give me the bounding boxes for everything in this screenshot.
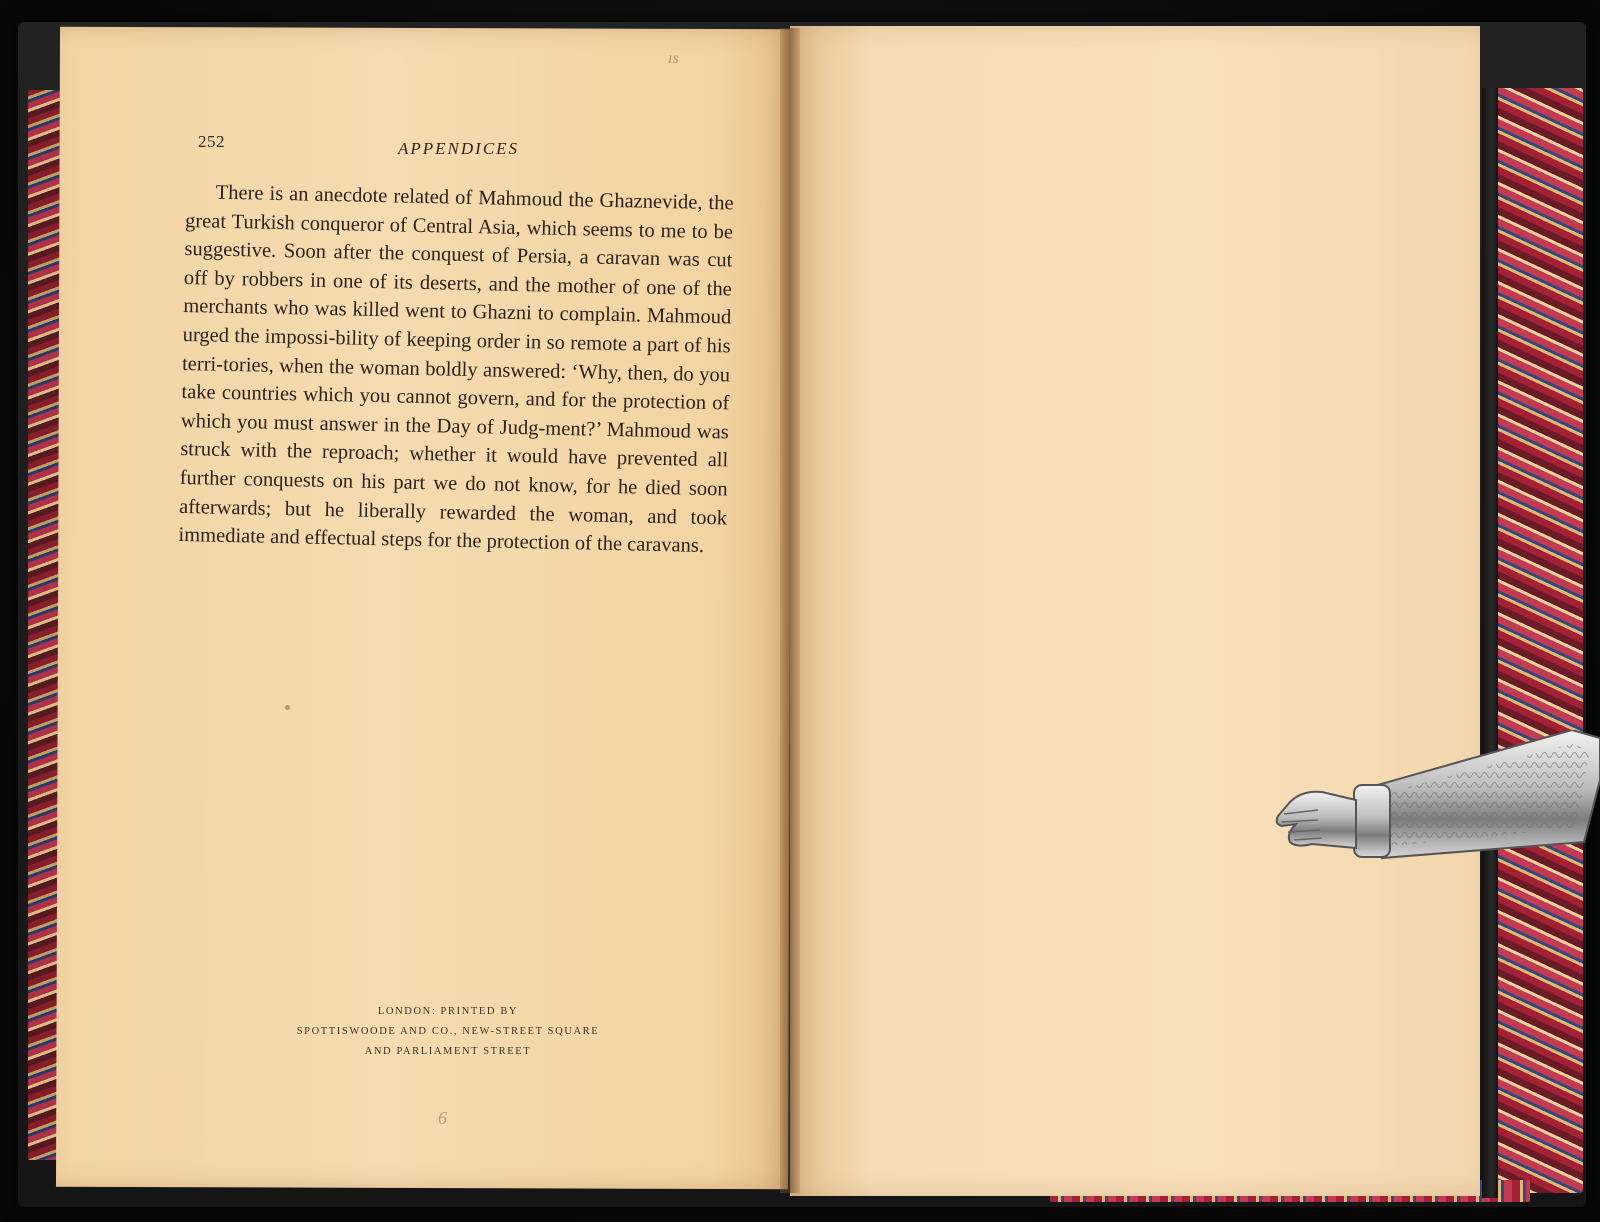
imprint-line-2: SPOTTISWOODE AND CO., NEW-STREET SQUARE <box>296 1026 600 1037</box>
pencil-mark-bottom: 6 <box>438 1108 447 1128</box>
page-number: 252 <box>198 132 225 151</box>
book-gutter <box>780 28 800 1193</box>
imprint-line-1: LONDON: PRINTED BY <box>377 1006 519 1017</box>
marbled-edge-right <box>1483 88 1583 1193</box>
paper-speck <box>285 705 290 710</box>
printer-imprint <box>268 1002 628 1062</box>
cover-edge-strip <box>1482 88 1498 1198</box>
pencil-mark-top: ıs <box>668 50 679 67</box>
body-paragraph: There is an anecdote related of Mahmoud the Ghaznevide, the great Turkish conqueror of Central Asia, which seems to me to be suggestive. Soon after the conquest of Persia, a caravan was cut off by robbers in one of its deserts, and the mother of one of the merchants who was killed went to Ghazni to complain. Mahmoud urged the impossi-bility of keeping order in so remote a part of his terri-tories, when the woman boldly answered: ‘Why, then, do you take countries which you cannot govern, and for the protection of which you must answer in the Day of Judg-ment?’ Mahmoud was struck with the reproach; whether it would have prevented all further conquests on his part we do not know, for he died soon afterwards; but he liberally rewarded the woman, and took immediate and effectual steps for the protection of the caravans. <box>178 181 734 558</box>
marbled-edge-left <box>28 90 60 1160</box>
running-head: APPENDICES <box>398 139 520 158</box>
right-page-blank <box>790 26 1480 1196</box>
imprint-line-3: AND PARLIAMENT STREET <box>364 1046 532 1057</box>
hand-clasp-icon <box>1272 730 1600 880</box>
